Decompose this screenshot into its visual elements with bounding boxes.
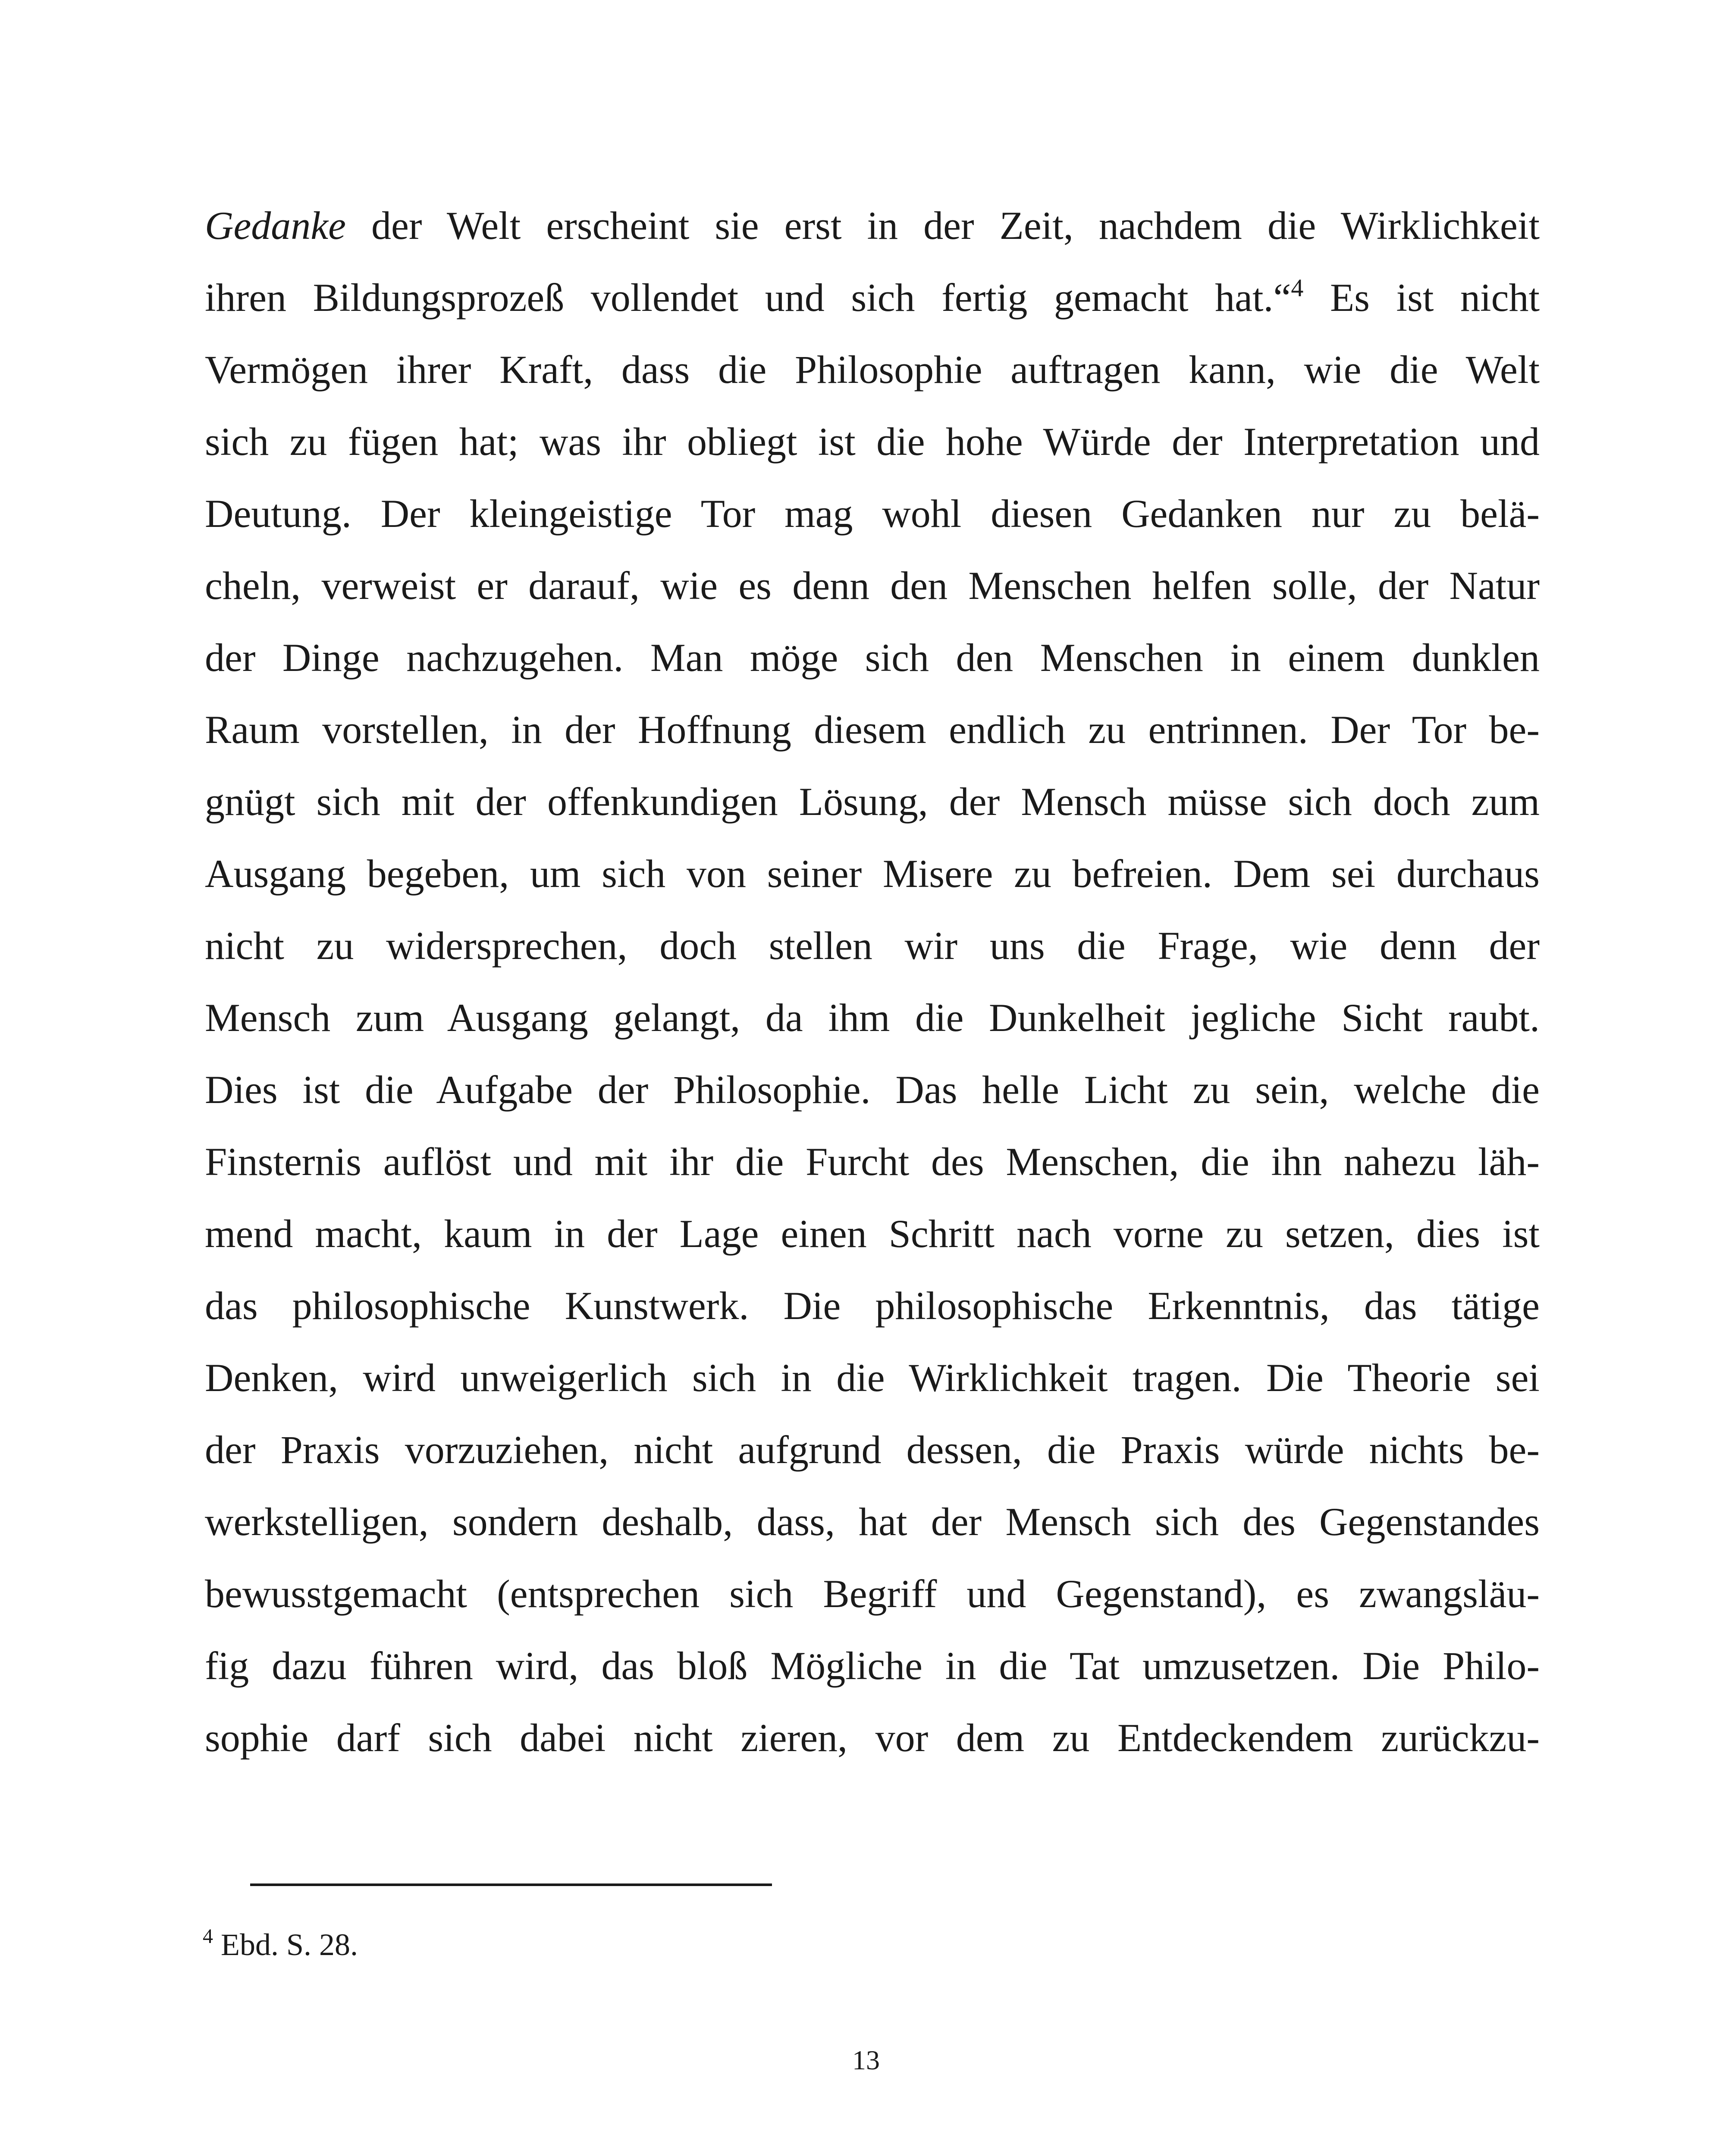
page-number: 13: [852, 2045, 880, 2075]
text-line-17: Denken, wird unweigerlich sich in die Wirklichkeit tragen. Die Theorie sei: [205, 1356, 1540, 1400]
text-line-16: das philosophische Kunstwerk. Die philosophische Erkenntnis, das tätige: [205, 1284, 1540, 1328]
footnote-marker: 4: [203, 1925, 213, 1948]
main-text-block: [205, 190, 1540, 1774]
footnote-reference[interactable]: 4: [1291, 274, 1304, 302]
footnote-separator: [250, 1883, 772, 1886]
text-line-5: Deutung. Der kleingeistige Tor mag wohl diesen Gedanken nur zu belä-: [205, 492, 1540, 536]
text-line-7: der Dinge nachzugehen. Man möge sich den Menschen in einem dunklen: [205, 636, 1540, 680]
text-line-2: [205, 262, 1540, 334]
footnote: [203, 1923, 358, 1966]
text-line-9: gnügt sich mit der offenkundigen Lösung, der Mensch müsse sich doch zum: [205, 780, 1540, 824]
text-line-22: sophie darf sich dabei nicht zieren, vor dem zu Entdeckendem zurückzu-: [205, 1716, 1540, 1760]
text-line-1-content: der Welt erscheint sie erst in der Zeit, nachdem die Wirklichkeit: [371, 204, 1540, 248]
text-line-10: Ausgang begeben, um sich von seiner Misere zu befreien. Dem sei durchaus: [205, 852, 1540, 896]
text-line-15: mend macht, kaum in der Lage einen Schritt nach vorne zu setzen, dies ist: [205, 1212, 1540, 1256]
text-line-21: fig dazu führen wird, das bloß Mögliche in die Tat umzusetzen. Die Philo-: [205, 1644, 1540, 1688]
text-line-3: Vermögen ihrer Kraft, dass die Philosophie auftragen kann, wie die Welt: [205, 348, 1540, 392]
text-line-6: cheln, verweist er darauf, wie es denn den Menschen helfen solle, der Natur: [205, 564, 1540, 608]
text-line-2-content: ihren Bildungsprozeß vollendet und sich fertig gemacht hat.“: [205, 276, 1291, 320]
text-line-12: Mensch zum Ausgang gelangt, da ihm die Dunkelheit jegliche Sicht raubt.: [205, 996, 1540, 1040]
text-line-8: Raum vorstellen, in der Hoffnung diesem endlich zu entrinnen. Der Tor be-: [205, 708, 1540, 752]
text-line-2-tail: Es ist nicht: [1330, 276, 1540, 320]
text-line-1: [205, 190, 1540, 262]
italic-word: Gedanke: [205, 204, 346, 248]
text-line-4: sich zu fügen hat; was ihr obliegt ist die hohe Würde der Interpretation und: [205, 420, 1540, 464]
text-line-18: der Praxis vorzuziehen, nicht aufgrund dessen, die Praxis würde nichts be-: [205, 1428, 1540, 1472]
footnote-text: Ebd. S. 28.: [221, 1927, 358, 1962]
text-line-11: nicht zu widersprechen, doch stellen wir uns die Frage, wie denn der: [205, 924, 1540, 968]
text-line-20: bewusstgemacht (entsprechen sich Begriff und Gegenstand), es zwangsläu-: [205, 1572, 1540, 1616]
text-line-13: Dies ist die Aufgabe der Philosophie. Das helle Licht zu sein, welche die: [205, 1068, 1540, 1112]
text-line-14: Finsternis auflöst und mit ihr die Furcht des Menschen, die ihn nahezu läh-: [205, 1140, 1540, 1184]
text-line-19: werkstelligen, sondern deshalb, dass, hat der Mensch sich des Gegenstandes: [205, 1500, 1540, 1544]
